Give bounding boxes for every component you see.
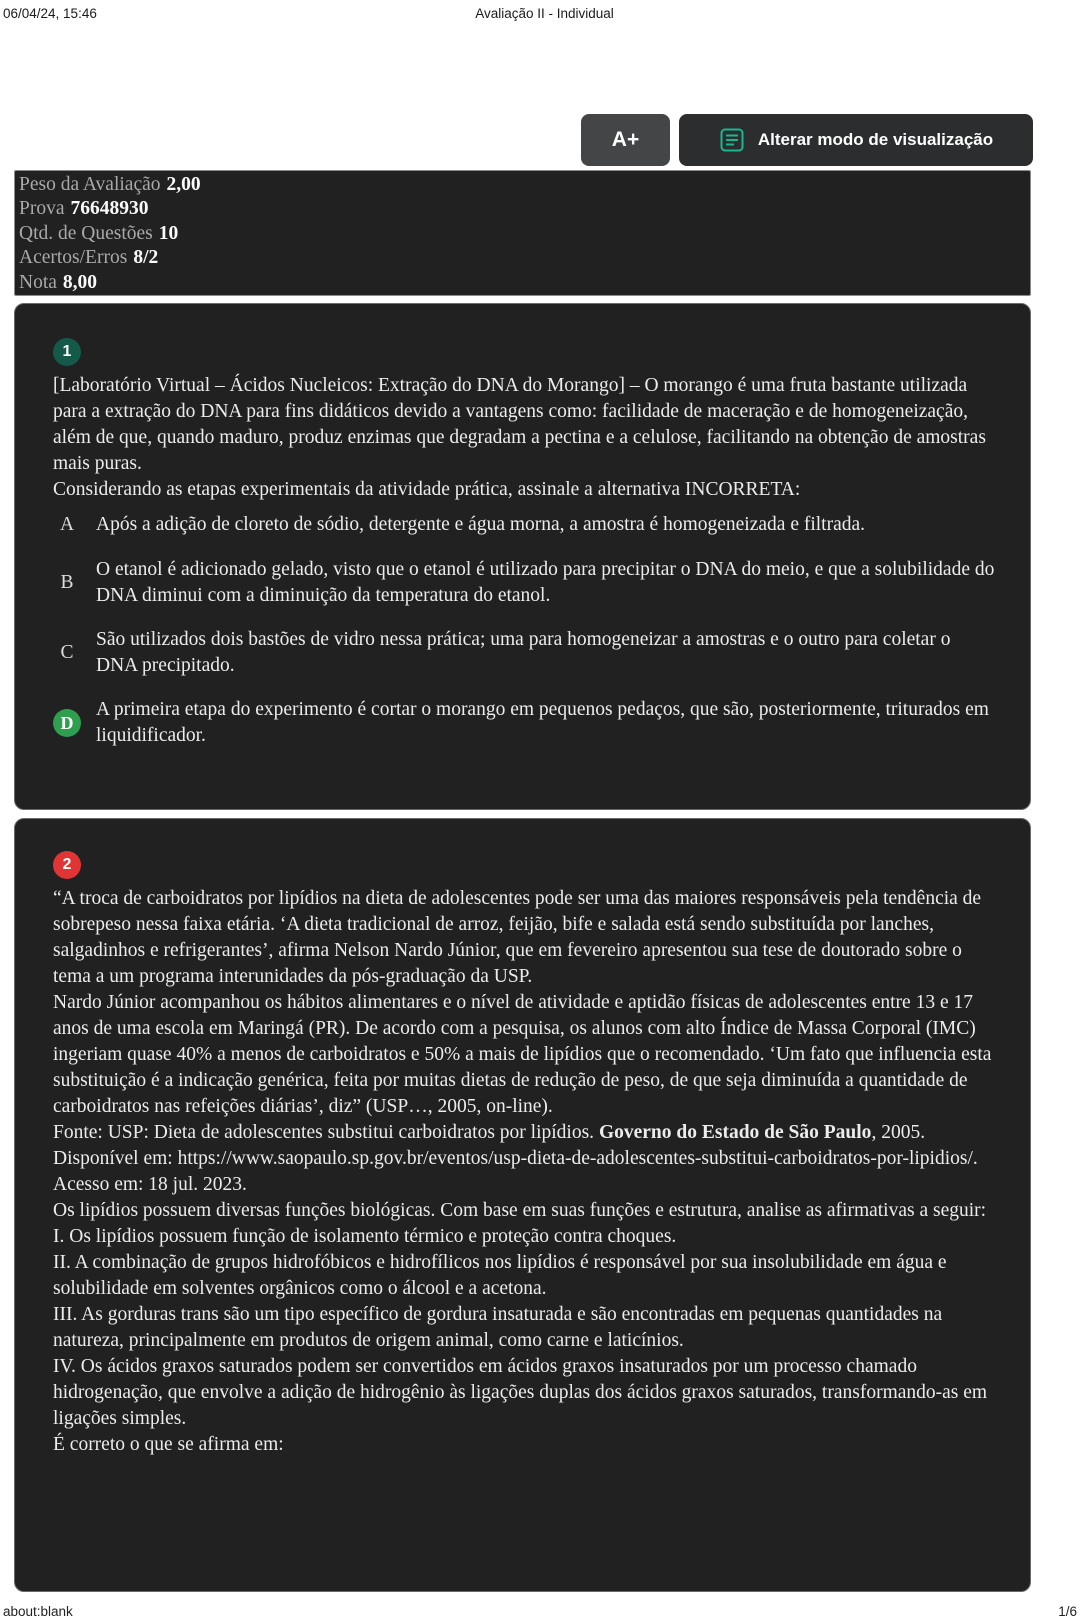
print-title: Avaliação II - Individual	[475, 6, 614, 21]
option-a[interactable]	[53, 511, 996, 539]
summary-value: 10	[158, 222, 179, 244]
footer-url: about:blank	[3, 1604, 73, 1619]
summary-label: Qtd. de Questões	[19, 222, 153, 244]
summary-value: 76648930	[70, 198, 149, 220]
question-2-paragraph-2: Nardo Júnior acompanhou os hábitos alimentares e o nível de atividade e aptidão físicas de adolescentes entre 13 e 17 anos de uma escola em Maringá (PR). De acordo com a pesquisa, os alunos com alto Índice de Massa Corporal (IMC) ingeriam quase 40% a menos de carboidratos e 50% a mais de lipídios que o recomendado. ‘Um fato que influencia esta substituição é a indicação genérica, feita por muitas dietas de redução de peso, de que seja diminuída a quantidade de carboidratos nas refeições diárias’, diz” (USP…, 2005, on-line).	[53, 992, 992, 1117]
summary-label: Prova	[19, 198, 65, 220]
question-1-instruction: Considerando as etapas experimentais da atividade prática, assinale a alternativa INCORRETA:	[53, 479, 801, 500]
option-d-text: A primeira etapa do experimento é cortar o morango em pequenos pedaços, que são, posteriormente, triturados em liquidificador.	[96, 699, 989, 746]
question-2-closing: É correto o que se afirma em:	[53, 1434, 284, 1455]
statement-iii: III. As gorduras trans são um tipo específico de gordura insaturada e são encontradas em pequenas quantidades na natureza, principalmente em produtos de origem animal, como carne e laticínios.	[53, 1304, 943, 1351]
option-d-letter-selected-badge: D	[53, 709, 81, 737]
option-b-text: O etanol é adicionado gelado, visto que o etanol é utilizado para precipitar o DNA do meio, e que a solubilidade do DNA diminui com a diminuição da temperatura do etanol.	[96, 559, 995, 606]
summary-row-grade	[19, 271, 1026, 295]
print-header	[0, 6, 1089, 26]
view-mode-label: Alterar modo de visualização	[757, 130, 994, 149]
option-c-text: São utilizados dois bastões de vidro nessa prática; uma para homogeneizar a amostras e o outro para coletar o DNA precipitado.	[96, 629, 951, 676]
question-1-text	[53, 373, 996, 503]
summary-row-weight	[19, 173, 1026, 197]
footer-page-number: 1/6	[1058, 1604, 1077, 1619]
option-c-letter: C	[60, 642, 74, 663]
toolbar	[581, 114, 1033, 166]
increase-font-button[interactable]: A+	[581, 114, 670, 166]
summary-value: 8,00	[62, 271, 98, 293]
summary-label: Nota	[19, 271, 57, 293]
view-mode-button[interactable]	[679, 114, 1033, 166]
option-d[interactable]	[53, 697, 996, 749]
print-datetime: 06/04/24, 15:46	[3, 6, 97, 21]
option-b-letter: B	[60, 572, 74, 593]
summary-row-question-count	[19, 222, 1026, 246]
option-a-letter: A	[59, 514, 75, 535]
summary-row-exam-id	[19, 197, 1026, 221]
summary-label: Acertos/Erros	[19, 247, 128, 269]
question-1-options	[53, 511, 996, 749]
question-card-1	[14, 303, 1031, 810]
exam-summary-panel	[14, 170, 1031, 296]
question-2-source	[53, 1120, 1000, 1198]
report-view-icon	[719, 127, 745, 153]
statement-i: I. Os lipídios possuem função de isolamento térmico e proteção contra choques.	[53, 1226, 677, 1247]
question-1-statement: [Laboratório Virtual – Ácidos Nucleicos: Extração do DNA do Morango] – O morango é uma fruta bastante utilizada para a extração do DNA para fins didáticos devido a vantagens como: facilidade de maceração e de homogeneização, além de que, quando maduro, produz enzimas que degradam a pectina e a celulose, facilitando na obtenção de amostras mais puras.	[53, 375, 986, 474]
question-1-number-badge: 1	[53, 338, 81, 366]
summary-value: 8/2	[133, 247, 159, 269]
print-footer	[3, 1604, 1077, 1619]
question-card-2	[14, 818, 1031, 1592]
option-b[interactable]	[53, 557, 996, 609]
summary-label: Peso da Avaliação	[19, 174, 161, 195]
statement-iv: IV. Os ácidos graxos saturados podem ser convertidos em ácidos graxos insaturados por um processo chamado hidrogenação, que envolve a adição de hidrogênio às ligações duplas dos ácidos graxos saturados, transformando-as em ligações simples.	[53, 1356, 988, 1429]
question-2-text	[53, 886, 1000, 1458]
source-text: Fonte: USP: Dieta de adolescentes substitui carboidratos por lipídios.	[53, 1122, 599, 1143]
option-c[interactable]	[53, 627, 996, 679]
question-2-paragraph-1: “A troca de carboidratos por lipídios na dieta de adolescentes pode ser uma das maiores responsáveis pela tendência de sobrepeso nessa faixa etária. ‘A dieta tradicional de arroz, feijão, bife e salada está sendo substituída por lanches, salgadinhos e refrigerantes’, afirma Nelson Nardo Júnior, que em fevereiro apresentou sua tese de doutorado sobre o tema a um programa interunidades da pós-graduação da USP.	[53, 888, 982, 987]
summary-value: 2,00	[166, 174, 201, 195]
statement-ii: II. A combinação de grupos hidrofóbicos e hidrofílicos nos lipídios é responsável por sua insolubilidade em água e solubilidade em solventes orgânicos como o álcool e a acetona.	[53, 1252, 947, 1299]
source-publisher-bold: Governo do Estado de São Paulo	[598, 1122, 872, 1143]
summary-row-hits-errors	[19, 246, 1026, 270]
question-2-analysis-prompt: Os lipídios possuem diversas funções biológicas. Com base em suas funções e estrutura, analise as afirmativas a seguir:	[53, 1200, 987, 1221]
option-a-text: Após a adição de cloreto de sódio, detergente e água morna, a amostra é homogeneizada e filtrada.	[96, 514, 866, 535]
source-text-after: , 2005. Disponível em: https://www.saopaulo.sp.gov.br/eventos/usp-dieta-de-adolescentes-substitui-carboidratos-por-lipidios/. Acesso em: 18 jul. 2023.	[53, 1122, 978, 1195]
question-2-number-badge: 2	[53, 851, 81, 879]
